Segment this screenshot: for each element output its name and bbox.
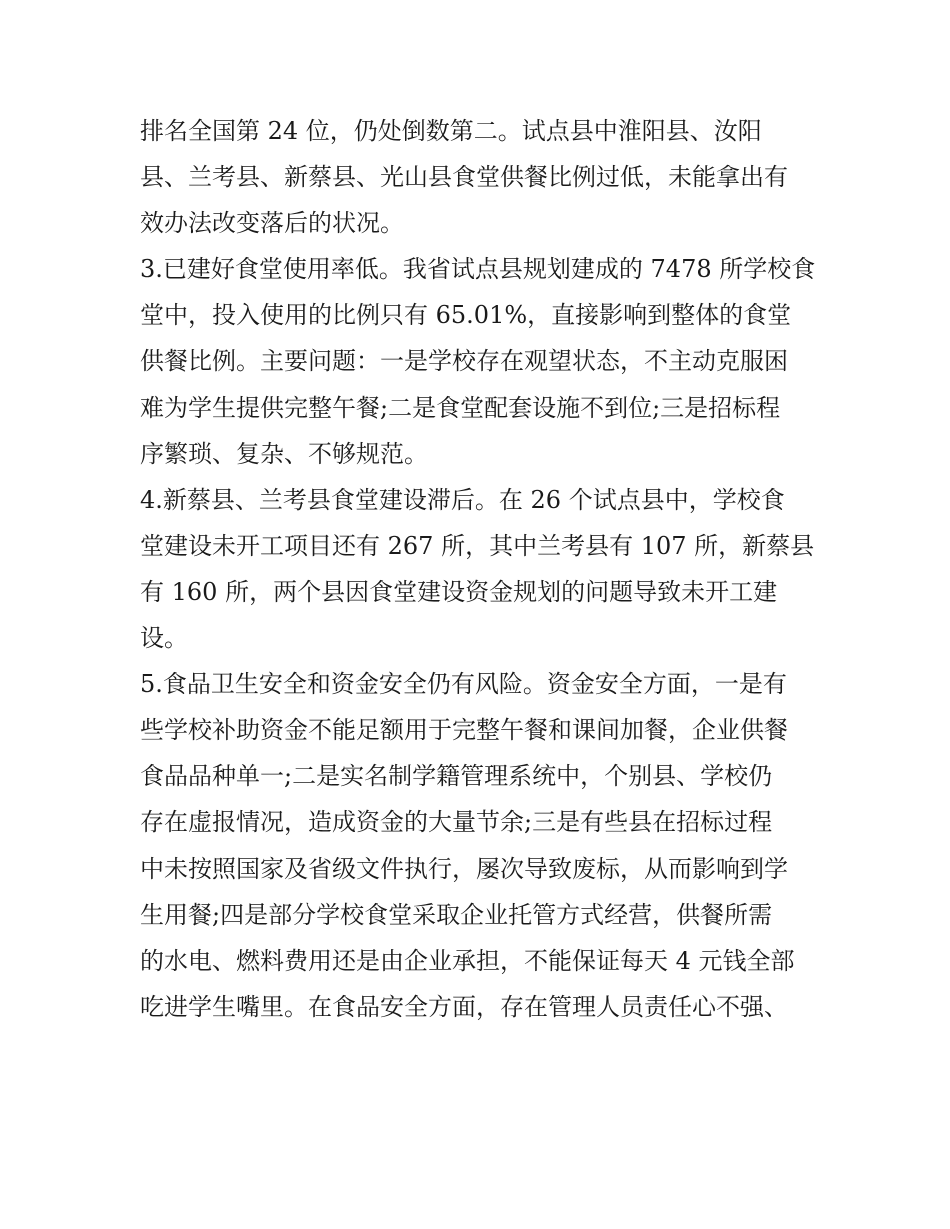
text-line: 食品品种单一;二是实名制学籍管理系统中，个别县、学校仍 <box>140 762 773 791</box>
text-line: 设。 <box>140 624 188 653</box>
text-line: 3.已建好食堂使用率低。我省试点县规划建成的 7478 所学校食 <box>140 255 816 284</box>
text-line: 排名全国第 24 位，仍处倒数第二。试点县中淮阳县、汝阳 <box>140 117 762 145</box>
text-line: 供餐比例。主要问题：一是学校存在观望状态，不主动克服困 <box>140 347 788 376</box>
body-text <box>140 108 830 1030</box>
text-line: 些学校补助资金不能足额用于完整午餐和课间加餐，企业供餐 <box>140 716 788 745</box>
text-line: 序繁琐、复杂、不够规范。 <box>140 439 428 468</box>
text-line: 吃进学生嘴里。在食品安全方面，存在管理人员责任心不强、 <box>140 992 788 1021</box>
text-line: 难为学生提供完整午餐;二是食堂配套设施不到位;三是招标程 <box>140 393 781 422</box>
text-line: 存在虚报情况，造成资金的大量节余;三是有些县在招标过程 <box>140 808 773 837</box>
text-line: 县、兰考县、新蔡县、光山县食堂供餐比例过低，未能拿出有 <box>140 163 788 192</box>
text-line: 5.食品卫生安全和资金安全仍有风险。资金安全方面，一是有 <box>140 670 787 699</box>
text-line: 有 160 所，两个县因食堂建设资金规划的问题导致未开工建 <box>140 577 778 606</box>
text-line: 中未按照国家及省级文件执行，屡次导致废标，从而影响到学 <box>140 854 788 883</box>
text-line: 生用餐;四是部分学校食堂采取企业托管方式经营，供餐所需 <box>140 900 773 929</box>
text-line: 堂中，投入使用的比例只有 65.01%，直接影响到整体的食堂 <box>140 301 792 330</box>
text-line: 4.新蔡县、兰考县食堂建设滞后。在 26 个试点县中，学校食 <box>140 485 785 514</box>
text-line: 堂建设未开工项目还有 267 所，其中兰考县有 107 所，新蔡县 <box>140 531 815 560</box>
text-line: 的水电、燃料费用还是由企业承担，不能保证每天 4 元钱全部 <box>140 946 795 975</box>
text-line: 效办法改变落后的状况。 <box>140 209 404 238</box>
